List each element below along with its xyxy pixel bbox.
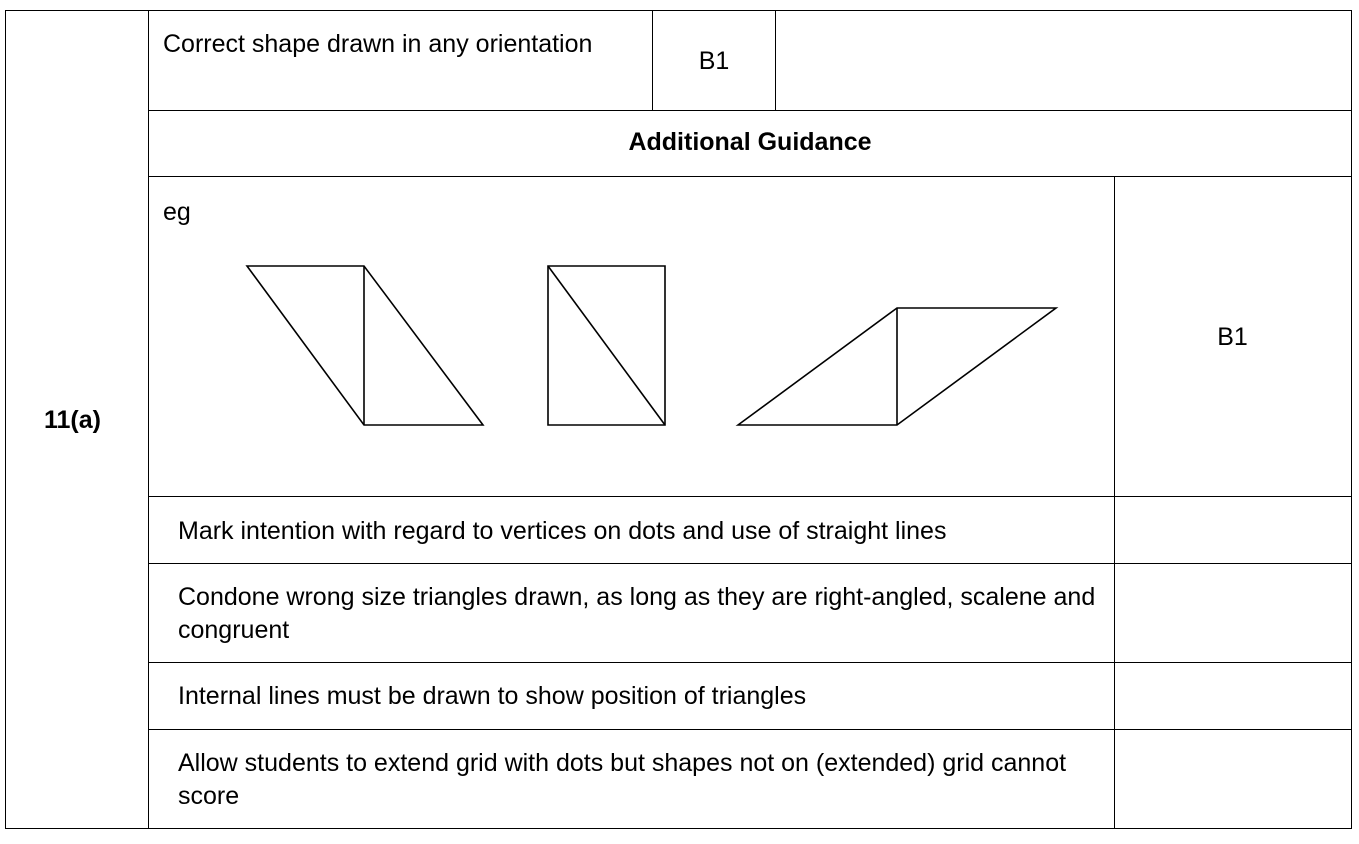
guidance-note: Allow students to extend grid with dots but shapes not on (extended) grid cannot score [178, 749, 1067, 810]
guidance-note: Mark intention with regard to vertices on dots and use of straight lines [178, 517, 947, 545]
parallelogram-split-icon [738, 308, 1056, 425]
rectangle-split-icon [548, 266, 665, 425]
guidance-note: Internal lines must be drawn to show position of triangles [178, 682, 807, 710]
guidance-heading: Additional Guidance [628, 128, 872, 156]
example-label: eg [163, 198, 191, 226]
example-mark: B1 [1217, 323, 1248, 351]
question-number: 11(a) [44, 406, 101, 434]
answer-mark: B1 [698, 47, 730, 75]
guidance-note: Condone wrong size triangles drawn, as long as they are right-angled, scalene and congruent [178, 583, 1096, 644]
parallelogram-split-icon [247, 266, 483, 425]
answer-text: Correct shape drawn in any orientation [163, 30, 593, 58]
